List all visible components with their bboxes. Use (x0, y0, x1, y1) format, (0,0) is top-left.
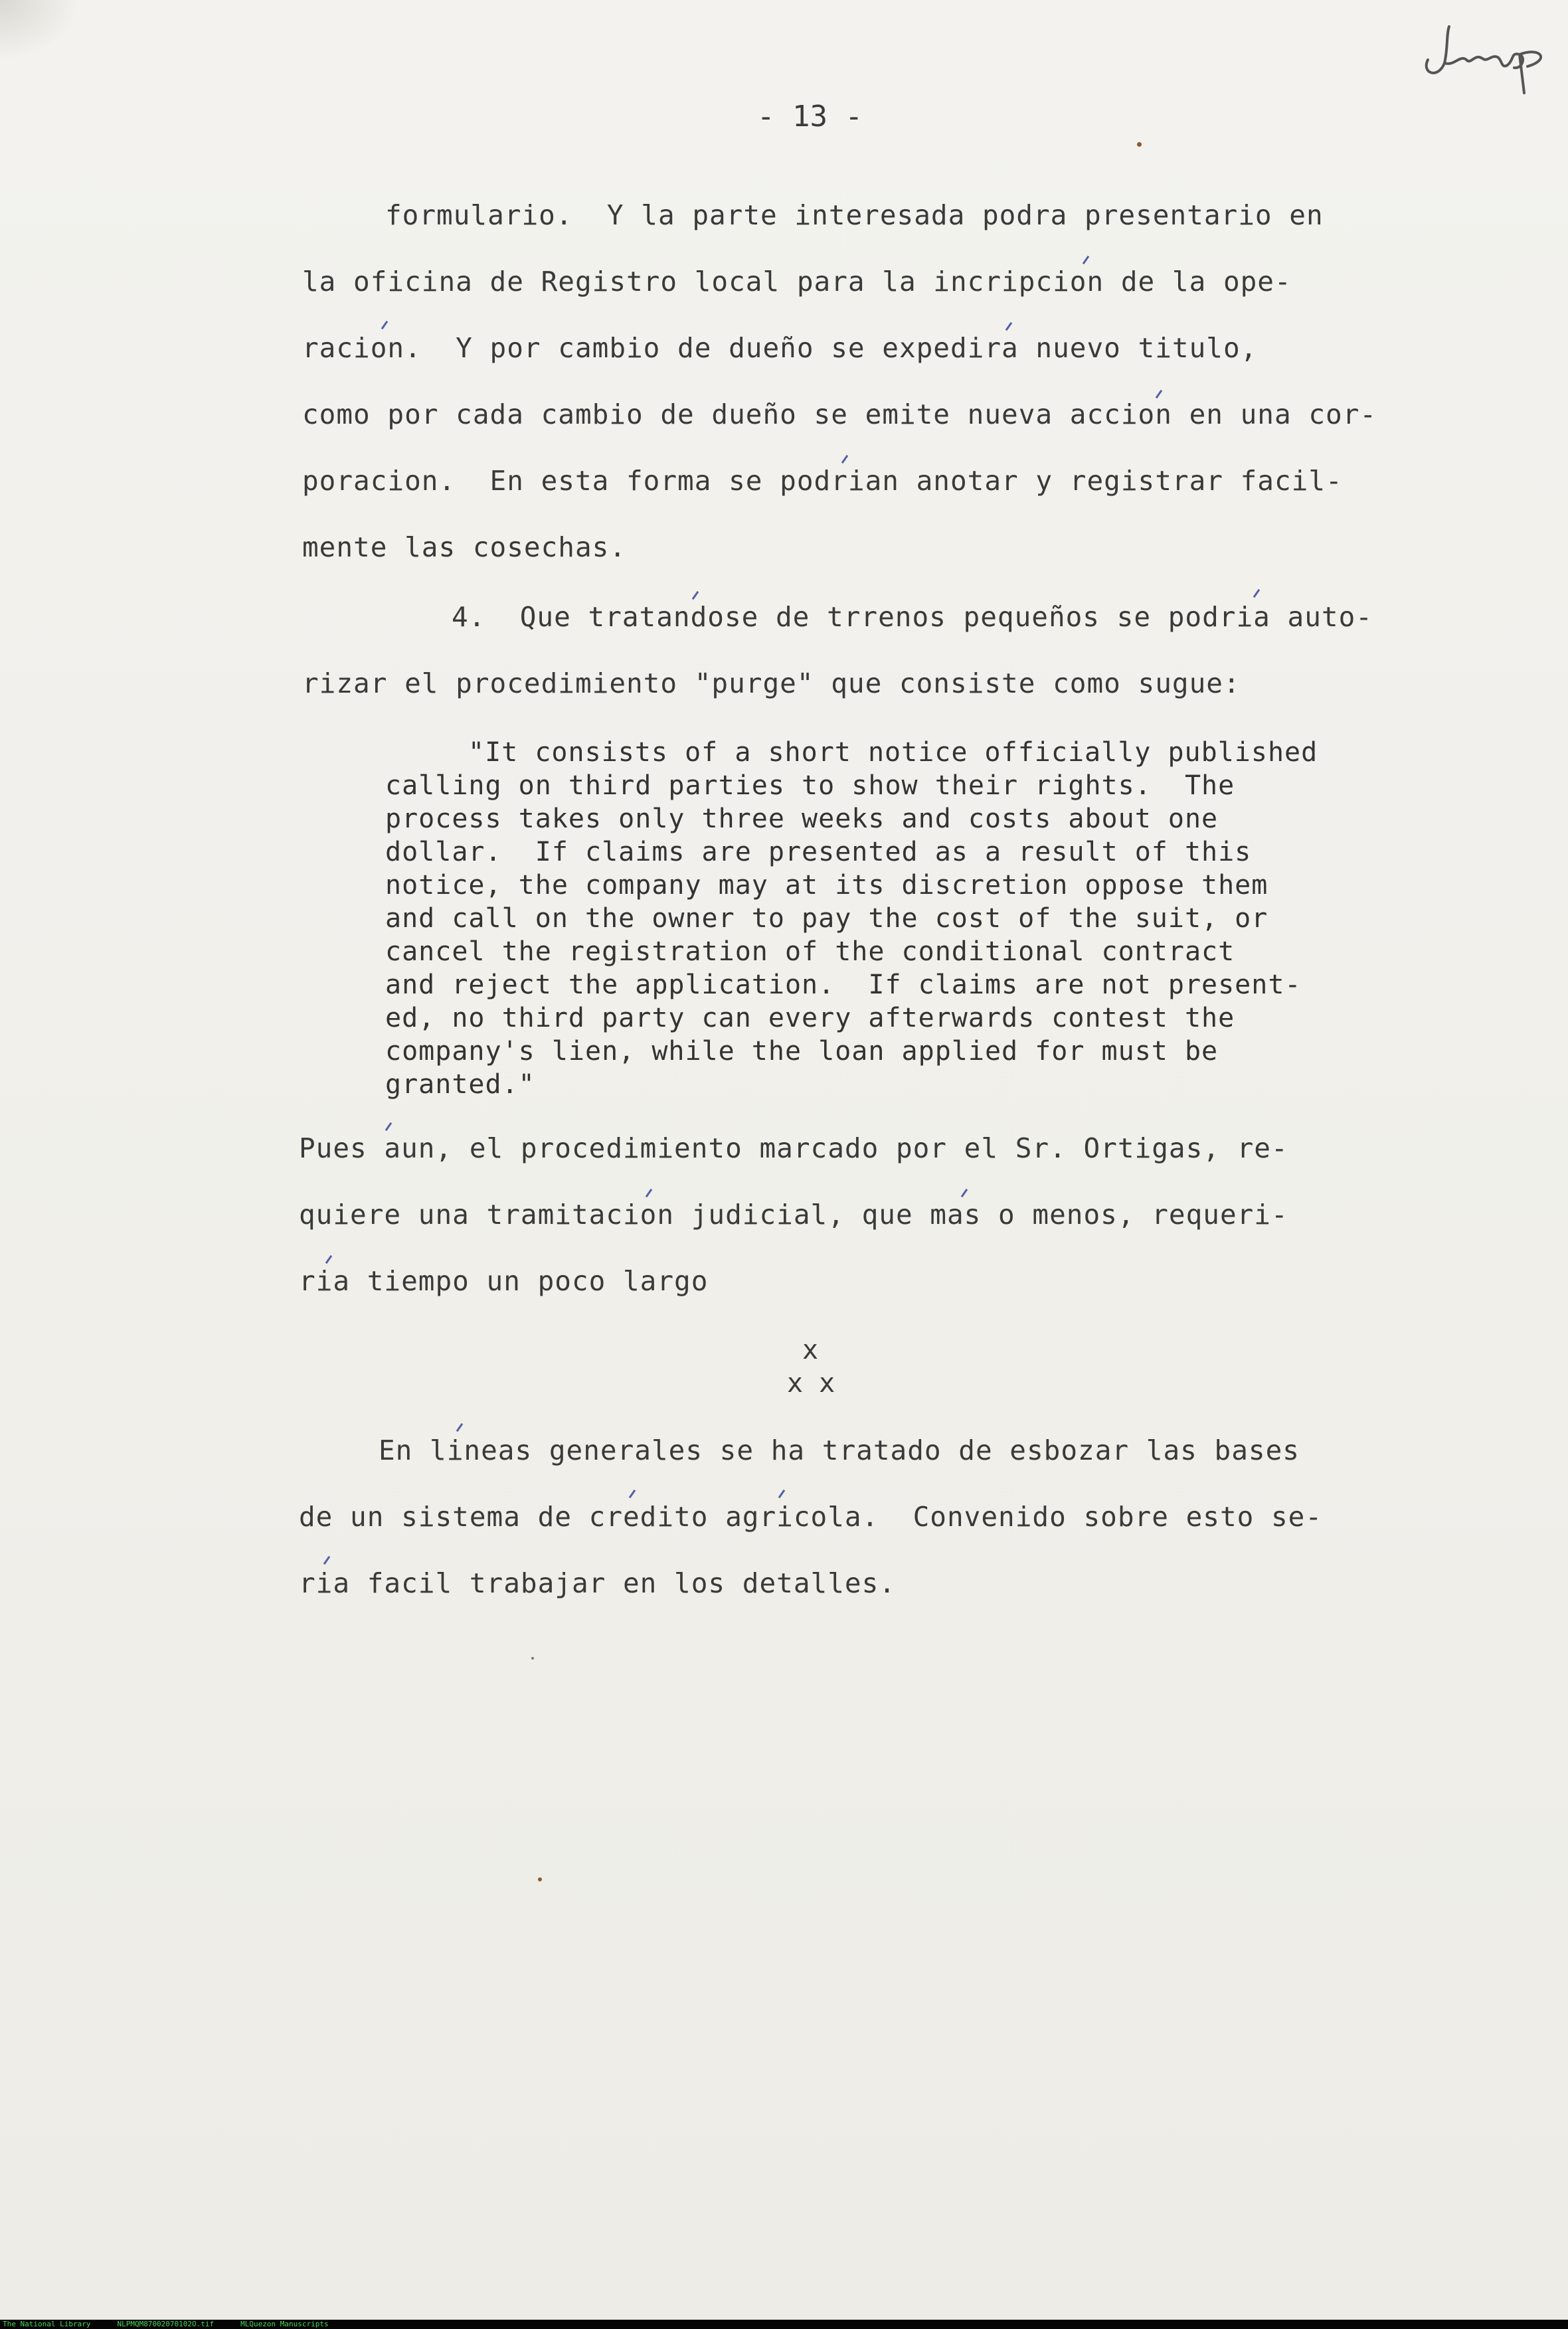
archive-footer (0, 2320, 1568, 2329)
paragraph-1-line-5: poracion. En esta forma se podrian anotar y registrar facil- (302, 465, 1343, 497)
paper-speck (531, 1657, 534, 1660)
paragraph-4-line-2: de un sistema de credito agricola. Convenido sobre esto se- (299, 1501, 1323, 1533)
footer-collection: MLQuezon Manuscripts (240, 2320, 329, 2328)
quote-line-4: dollar. If claims are presented as a result of this (385, 837, 1252, 867)
paragraph-1-line-2: la oficina de Registro local para la incripcion de la ope- (302, 266, 1292, 298)
footer-file-id: NLPMQM87002070102O.tif (117, 2320, 215, 2328)
separator-top: x (802, 1335, 819, 1365)
quote-line-2: calling on third parties to show their rights. The (385, 770, 1235, 801)
accent-mark (1083, 256, 1089, 264)
accent-mark (1253, 589, 1260, 598)
accent-mark (1156, 390, 1162, 398)
page-number: - 13 - (757, 100, 863, 133)
separator-bottom: x x (787, 1368, 835, 1399)
accent-mark (325, 1255, 332, 1264)
accent-mark (841, 455, 848, 464)
accent-mark (961, 1189, 968, 1197)
accent-mark (456, 1423, 463, 1432)
paragraph-4-line-1: En lineas generales se ha tratado de esbozar las bases (379, 1434, 1300, 1466)
paragraph-2-line-1: 4. Que tratandose de trrenos pequeños se podria auto- (452, 601, 1373, 633)
accent-mark (646, 1189, 652, 1197)
paper-speck (538, 1877, 542, 1881)
quote-line-9: ed, no third party can every afterwards contest the (385, 1003, 1235, 1033)
paragraph-3-line-3: ria tiempo un poco largo (299, 1265, 709, 1297)
paragraph-2-line-2: rizar el procedimiento "purge" que consiste como sugue: (302, 667, 1241, 699)
paragraph-1-line-3: racion. Y por cambio de dueño se expedira nuevo titulo, (302, 332, 1258, 364)
paper-fold-shadow (0, 0, 80, 60)
quote-line-7: cancel the registration of the conditional contract (385, 936, 1235, 967)
accent-mark (323, 1556, 330, 1565)
accent-mark (1005, 322, 1012, 331)
handwritten-annotation (1408, 13, 1567, 100)
accent-mark (381, 321, 388, 329)
paragraph-1-line-1: formulario. Y la parte interesada podra presentario en (385, 199, 1324, 231)
quote-line-1: "It consists of a short notice officially published (468, 737, 1318, 768)
paper-speck (1137, 142, 1142, 147)
quote-line-10: company's lien, while the loan applied for must be (385, 1036, 1219, 1067)
quote-line-3: process takes only three weeks and costs about one (385, 804, 1219, 834)
paragraph-3-line-1: Pues aun, el procedimiento marcado por el Sr. Ortigas, re- (299, 1132, 1288, 1164)
accent-mark (629, 1490, 636, 1498)
quote-line-6: and call on the owner to pay the cost of the suit, or (385, 903, 1268, 934)
footer-library: The National Library (3, 2320, 91, 2328)
accent-mark (385, 1122, 392, 1131)
quote-line-8: and reject the application. If claims are not present- (385, 970, 1302, 1000)
accent-mark (692, 591, 699, 600)
paragraph-3-line-2: quiere una tramitacion judicial, que mas o menos, requeri- (299, 1199, 1288, 1231)
paragraph-4-line-3: ria facil trabajar en los detalles. (299, 1567, 896, 1599)
quote-line-5: notice, the company may at its discretion oppose them (385, 870, 1268, 901)
quote-line-11: granted." (385, 1069, 535, 1100)
paragraph-1-line-6: mente las cosechas. (302, 531, 626, 563)
accent-mark (778, 1490, 785, 1498)
paragraph-1-line-4: como por cada cambio de dueño se emite nueva accion en una cor- (302, 398, 1377, 430)
